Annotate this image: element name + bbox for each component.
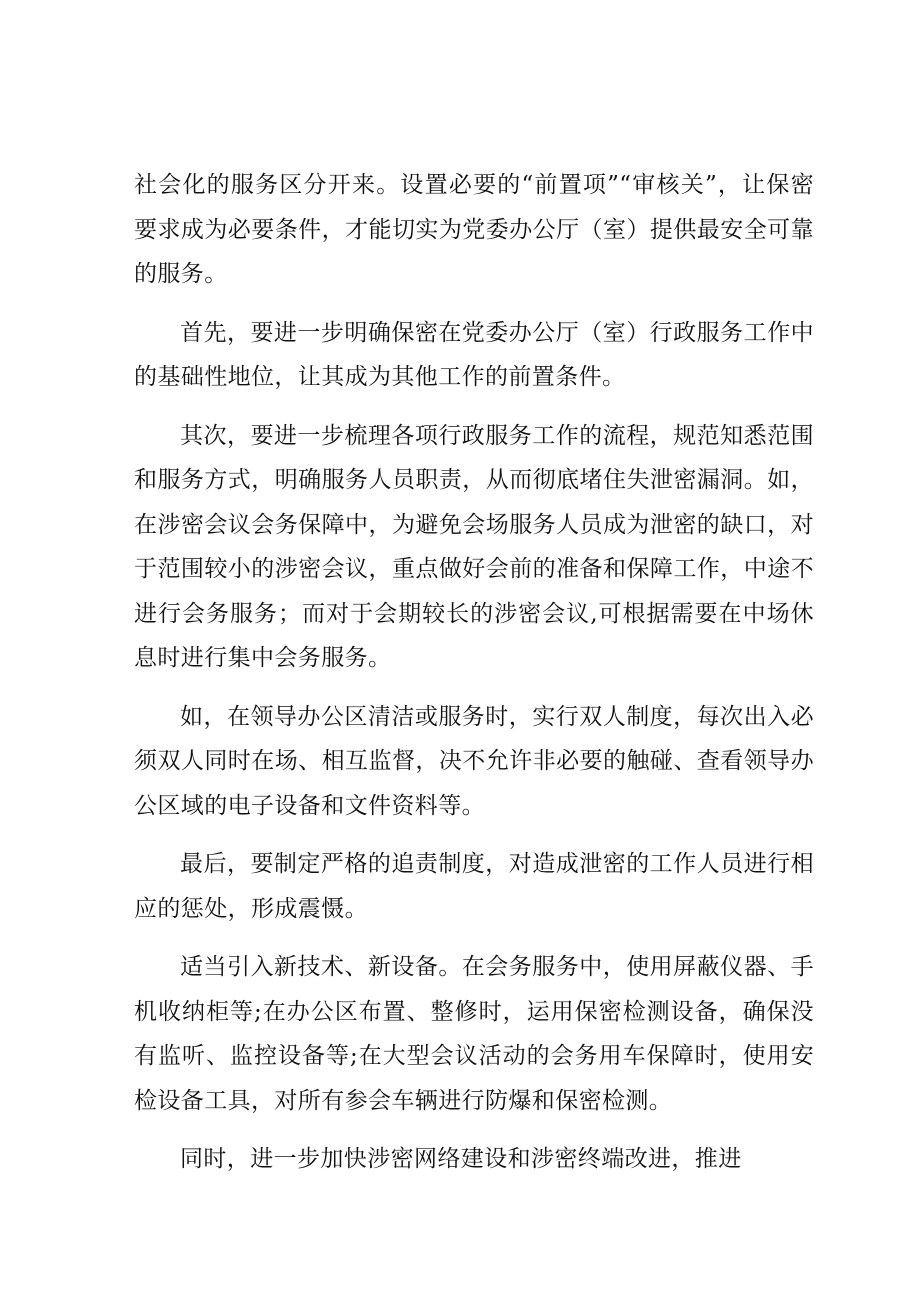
paragraph-3: 其次，要进一步梳理各项行政服务工作的流程，规范知悉范围和服务方式，明确服务人员职责，从而彻底堵住失泄密漏洞。如，在涉密会议会务保障中，为避免会场服务人员成为泄密的缺口，对于范围较小的涉密会议，重点做好会前的准备和保障工作，中途不进行会务服务；而对于会期较长的涉密会议,可根据需要在中场休息时进行集中会务服务。: [134, 422, 814, 671]
paragraph-2: 首先，要进一步明确保密在党委办公厅（室）行政服务工作中的基础性地位，让其成为其他工作的前置条件。: [134, 319, 814, 390]
paragraph-5: 最后，要制定严格的追责制度，对造成泄密的工作人员进行相应的惩处，形成震慑。: [134, 851, 814, 922]
paragraph-7: 同时，进一步加快涉密网络建设和涉密终端改进，推进: [180, 1146, 742, 1172]
document-body: [134, 163, 814, 1196]
paragraph-1: 社会化的服务区分开来。设置必要的“前置项”“审核关”，让保密要求成为必要条件，才能切实为党委办公厅（室）提供最安全可靠的服务。: [134, 172, 814, 287]
paragraph-6: 适当引入新技术、新设备。在会务服务中，使用屏蔽仪器、手机收纳柜等;在办公区布置、整修时，运用保密检测设备，确保没有监听、监控设备等;在大型会议活动的会务用车保障时，使用安检设备工具，对所有参会车辆进行防爆和保密检测。: [134, 954, 814, 1114]
paragraph-4: 如，在领导办公区清洁或服务时，实行双人制度，每次出入必须双人同时在场、相互监督，决不允许非必要的触碰、查看领导办公区域的电子设备和文件资料等。: [134, 703, 814, 819]
